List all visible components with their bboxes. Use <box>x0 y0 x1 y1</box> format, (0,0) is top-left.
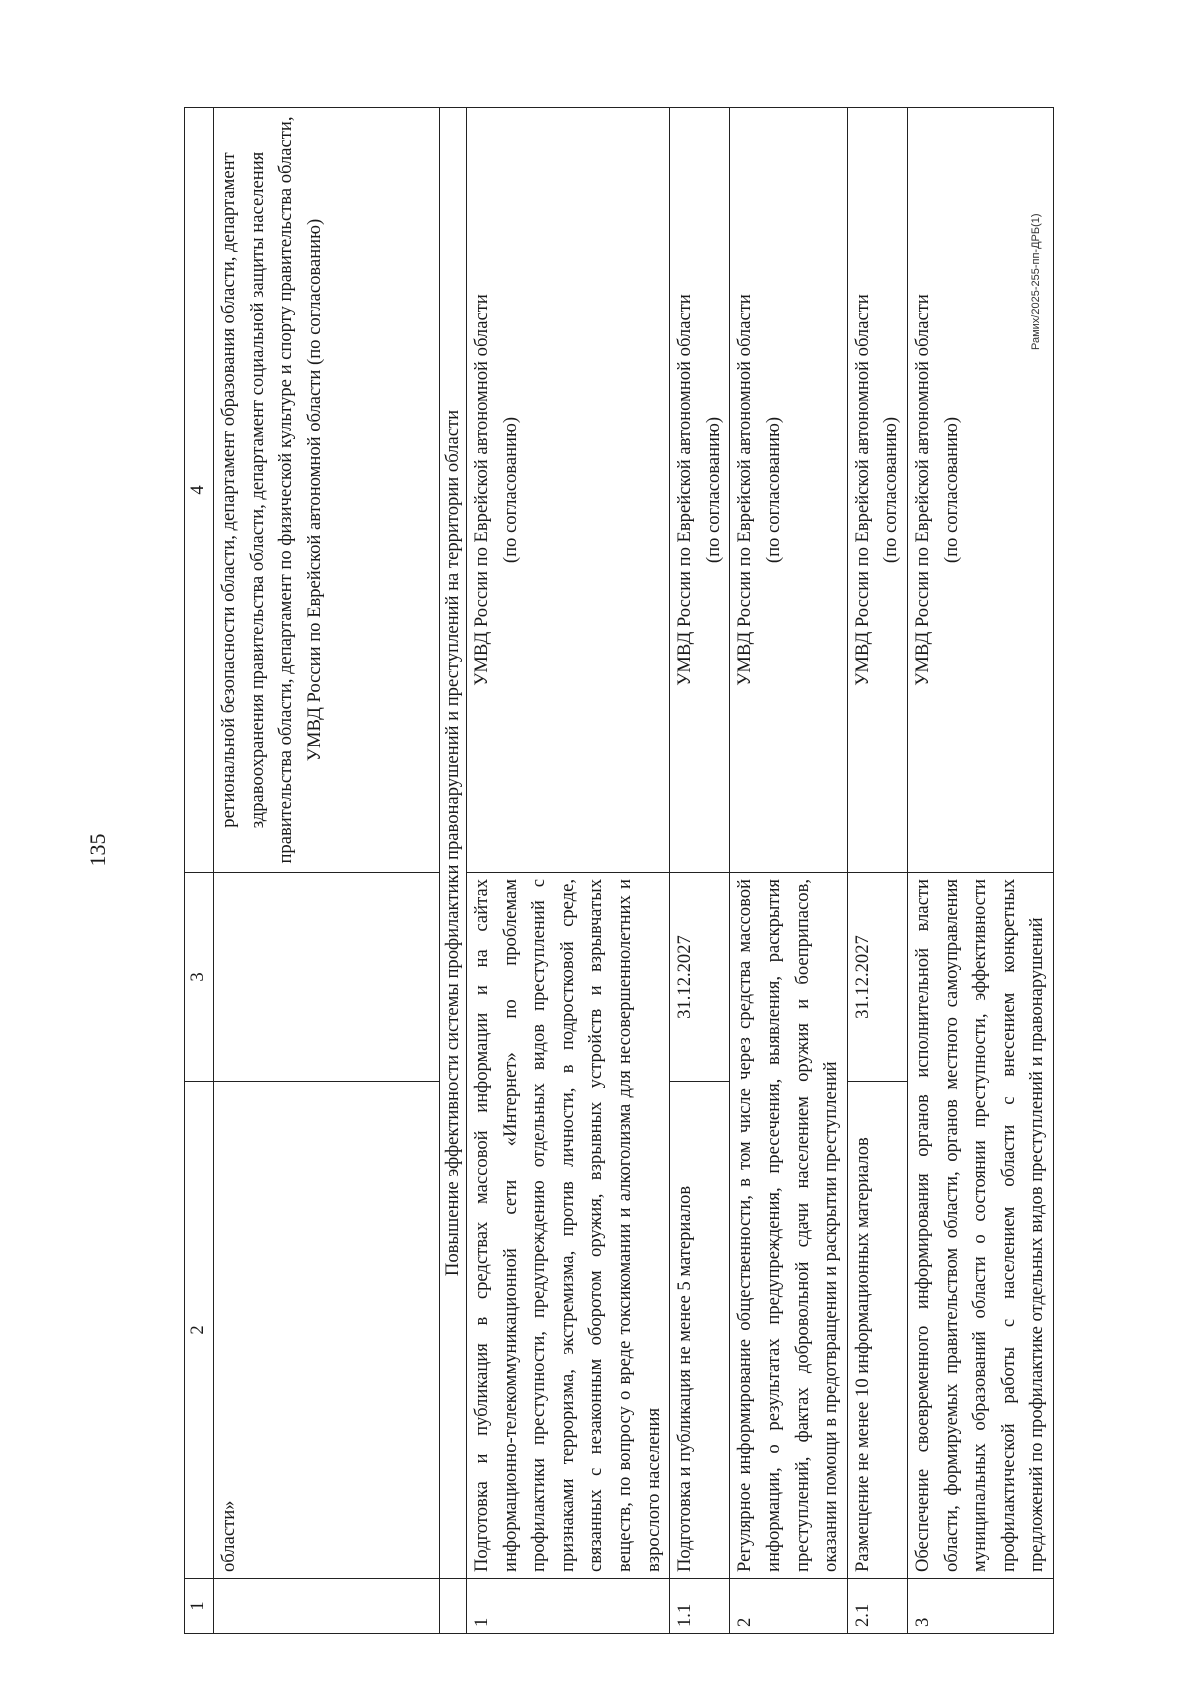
column-header-2: 2 <box>185 1082 214 1579</box>
section-row <box>440 108 467 1634</box>
row-responsible <box>730 108 847 873</box>
continuation-text: области» <box>214 1082 440 1579</box>
responsible-note: (по согласованию) <box>702 416 724 564</box>
row-responsible <box>670 108 730 873</box>
row-number: 2 <box>730 1579 847 1634</box>
responsible-note: (по согласованию) <box>880 416 902 564</box>
row-date: 31.12.2027 <box>847 873 907 1082</box>
table-cell <box>440 1579 467 1634</box>
measures-table <box>184 107 1054 1634</box>
column-header-3: 3 <box>185 873 214 1082</box>
table-row <box>730 108 847 1634</box>
row-text: Регулярное информирование общественности, в том числе через средства массовой информации, о результатах предупреждения, пресечения, выявления, раскрытия преступлений, фактах добровольной сдачи населением оружия и боеприпасов, оказании помощи в предотвращении и раскрытии преступлений <box>730 873 847 1579</box>
table-cell <box>214 1579 440 1634</box>
row-responsible <box>907 108 1053 873</box>
footer-code: Рамих/2025-255-пп-ДРБ(1) <box>1030 213 1042 350</box>
continuation-row <box>214 108 440 1634</box>
responsible-name: УМВД России по Еврейской автономной области <box>911 294 933 686</box>
responsible-name: УМВД России по Еврейской автономной области <box>851 294 873 686</box>
row-number: 3 <box>907 1579 1053 1634</box>
column-header-4: 4 <box>185 108 214 873</box>
responsible-name: УМВД России по Еврейской автономной области <box>734 294 756 686</box>
table-row <box>907 108 1053 1634</box>
table-cell <box>214 873 440 1082</box>
section-title: Повышение эффективности системы профилактики правонарушений и преступлений на территории области <box>440 108 467 1579</box>
row-date: 31.12.2027 <box>670 873 730 1082</box>
row-text: Подготовка и публикация не менее 5 материалов <box>670 1082 730 1579</box>
responsible-note: (по согласованию) <box>940 416 962 564</box>
row-text: Подготовка и публикация в средствах массовой информации и на сайтах информационно-телекоммуникационной сети «Интернет» по проблемам профилактики преступности, предупреждению отдельных видов преступлений с признаками терроризма, экстремизма, против личности, в подростковой среде, связанных с незаконным оборотом оружия, взрывных устройств и взрывчатых веществ, по вопросу о вреде токсикомании и алкоголизма для несовершеннолетних и взрослого населения <box>467 873 670 1579</box>
row-number: 2.1 <box>847 1579 907 1634</box>
row-text: Размещение не менее 10 информационных материалов <box>847 1082 907 1579</box>
page-number: 135 <box>85 833 110 867</box>
column-header-1: 1 <box>185 1579 214 1634</box>
responsible-name: УМВД России по Еврейской автономной области <box>674 294 696 686</box>
row-number: 1.1 <box>670 1579 730 1634</box>
rotated-table-container <box>184 114 1064 1634</box>
row-responsible <box>467 108 670 873</box>
table-row <box>670 108 730 1634</box>
row-text: Обеспечение своевременного информирования органов исполнительной власти области, формируемых правительством области, органов местного самоуправления муниципальных образований области о состоянии преступности, эффективности профилактической работы с населением области с внесением конкретных предложений по профилактике отдельных видов преступлений и правонарушений <box>907 873 1053 1579</box>
continuation-responsible: региональной безопасности области, департамент образования области, департамент здравоохранения правительства области, департамент социальной защиты населения правительства области, департамент по физической культуре и спорту правительства области, УМВД России по Еврейской автономной области (по согласованию) <box>214 108 440 873</box>
responsible-note: (по согласованию) <box>499 416 521 564</box>
header-row <box>185 108 214 1634</box>
table-row <box>847 108 907 1634</box>
row-responsible <box>847 108 907 873</box>
row-number: 1 <box>467 1579 670 1634</box>
responsible-name: УМВД России по Еврейской автономной области <box>471 294 492 686</box>
table-row <box>467 108 670 1634</box>
responsible-note: (по согласованию) <box>762 416 784 564</box>
